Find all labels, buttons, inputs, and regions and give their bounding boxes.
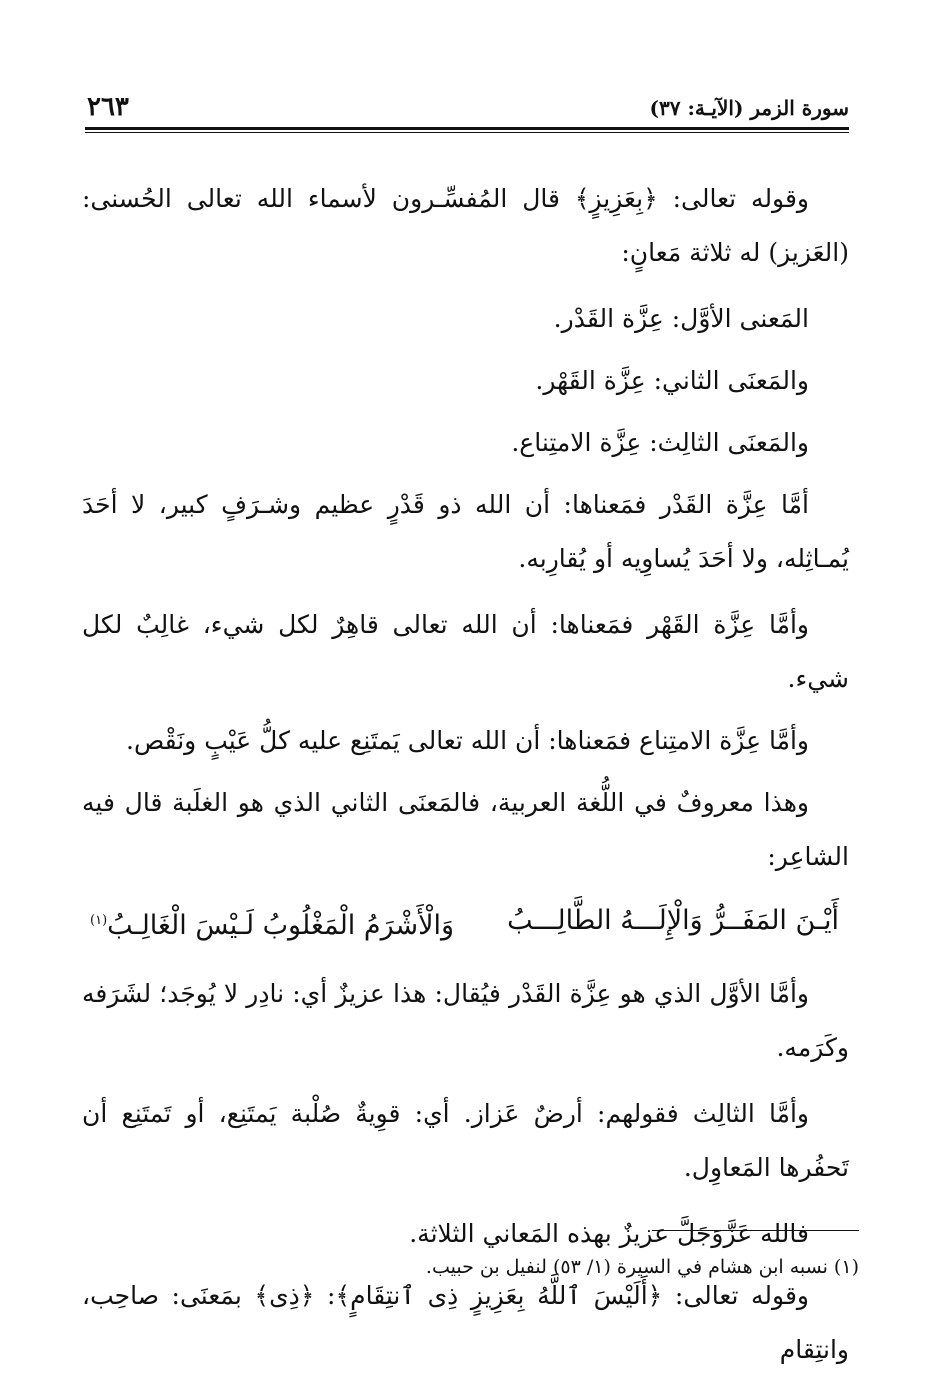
running-title: سورة الزمر (الآيـة: ٣٧) [649,96,849,120]
paragraph: والمَعنَى الثاني: عِزَّة القَهْر. [535,366,809,395]
header-rule-thin [85,132,849,133]
paragraph: أمَّا عِزَّة القَدْر فمَعناها: أن الله ذو قَدْرٍ عظيم وشـرَفٍ كبير، لا أحَدَ يُمـاثِله، ولا أحَدَ يُساوِيه أو يُقارِبه. [82,490,849,573]
paragraph: وقوله تعالى: ﴿بِعَزِيزٍ﴾ قال المُفسِّـرون لأسماء الله تعالى الحُسنى: (العَزيز) له ثلاثة مَعانٍ: [82,184,849,267]
footnote-marker: (١) [90,913,108,928]
paragraph: وقوله تعالى: ﴿أَلَيْسَ ٱللَّهُ بِعَزِيزٍ ذِى ٱنتِقَامٍ﴾: ﴿ذِى﴾ بمَعنَى: صاحِب، وانتِقام [82,1281,849,1364]
page-number: ٢٦٣ [87,92,129,122]
page-header [85,92,849,132]
verse-second-hemistich-wrap [90,892,454,955]
paragraph: وهذا معروفٌ في اللُّغة العربية، فالمَعنَى الثاني الذي هو الغلَبة قال فيه الشاعِر: [82,788,849,871]
paragraph: وأمَّا عِزَّة الامتِناع فمَعناها: أن الله تعالى يَمتَنِع عليه كلُّ عَيْبٍ ونَقْص. [126,726,809,755]
verse-second-hemistich: وَالْأَشْرَمُ الْمَغْلُوبُ لَـيْسَ الْغَالِـبُ [107,910,455,941]
paragraph: وأمَّا الأوَّل الذي هو عِزَّة القَدْر فيُقال: هذا عزيزٌ أي: نادِر لا يُوجَد؛ لشَرَفه وكَرَمه. [82,979,849,1062]
footnote: (١) نسبه ابن هشام في السيرة (١/ ٥٣) لنفيل بن حبيب. [425,1256,859,1278]
paragraph: المَعنى الأوَّل: عِزَّة القَدْر. [553,304,809,333]
verse-first-hemistich: أَيْـنَ المَفَــرُّ وَالْإِلَـــهُ الطَّالِـــبُ [507,905,839,936]
paragraph: والمَعنَى الثالِث: عِزَّة الامتِناع. [511,428,809,457]
paragraph: فالله عَزَّوَجَلَّ عزيزٌ بهذه المَعاني الثلاثة. [409,1219,809,1248]
header-rule [85,127,849,130]
paragraph: وأمَّا عِزَّة القَهْر فمَعناها: أن الله تعالى قاهِرٌ لكل شيء، غالِبٌ لكل شيء. [82,610,849,693]
footnote-separator [652,1230,859,1231]
poetry-verse [82,892,849,955]
main-text [82,172,849,1385]
paragraph: وأمَّا الثالِث فقولهم: أرضٌ عَزاز. أي: قوِيةٌ صُلْبة يَمتَنِع، أو تَمتَنِع أن تَحفُرها المَعاوِل. [82,1099,849,1182]
